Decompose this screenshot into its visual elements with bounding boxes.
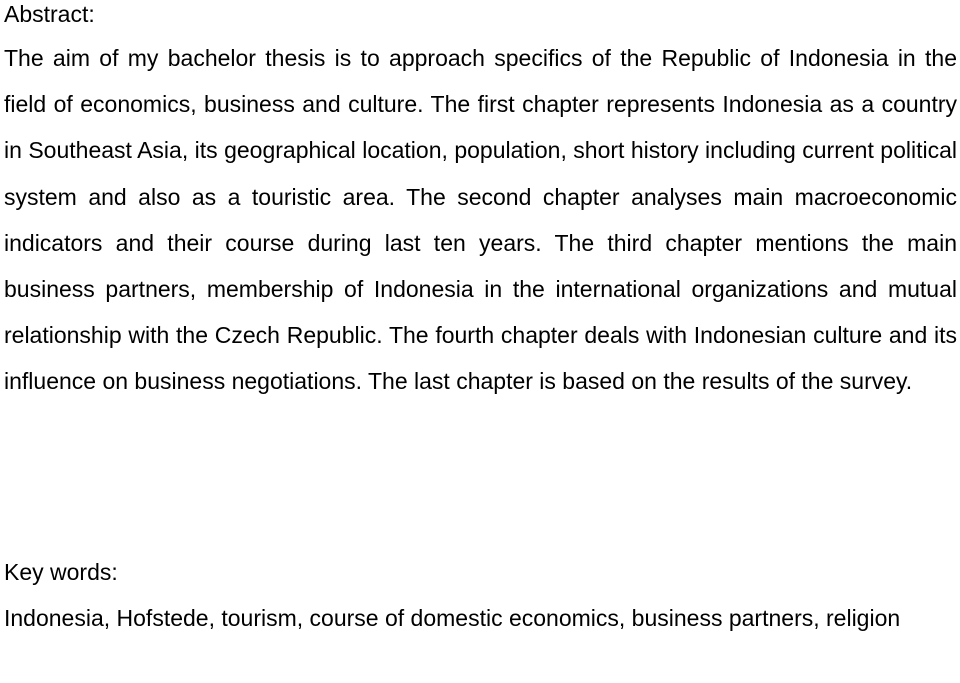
- keywords-heading: Key words:: [4, 559, 118, 585]
- abstract-heading: Abstract:: [4, 1, 95, 27]
- keywords-text: Indonesia, Hofstede, tourism, course of domestic economics, business partners, religion: [4, 605, 901, 631]
- abstract-text: The aim of my bachelor thesis is to approach specifics of the Republic of Indonesia in the field of economics, business and culture. The first chapter represents Indonesia as a country in Southeast Asia, its geographical location, population, short history including current political system and also as a touristic area. The second chapter analyses main macroeconomic indicators and their course during last ten years. The third chapter mentions the main business partners, membership of Indonesia in the international organizations and mutual relationship with the Czech Republic. The fourth chapter deals with Indonesian culture and its influence on business negotiations. The last chapter is based on the results of the survey.: [4, 45, 957, 395]
